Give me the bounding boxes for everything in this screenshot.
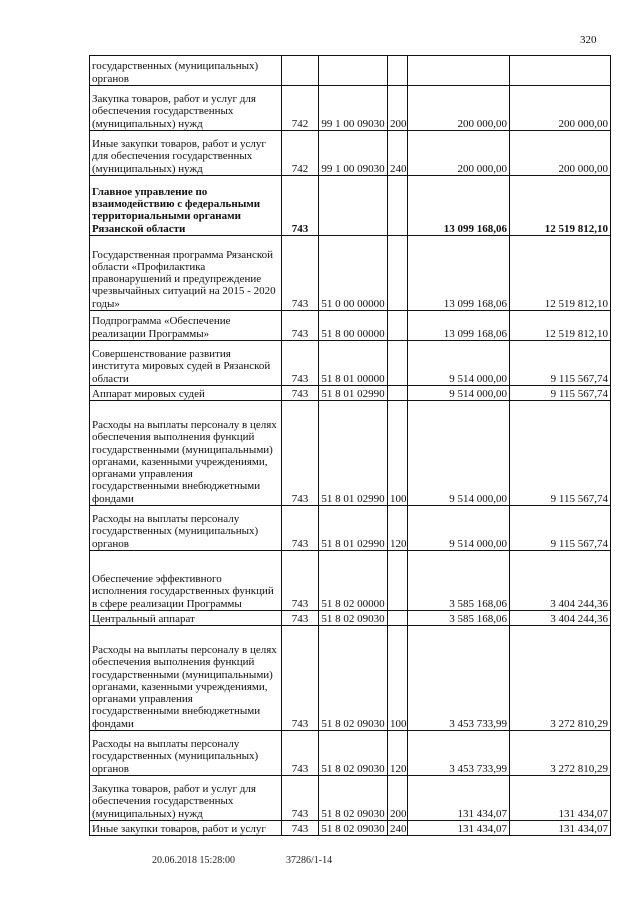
table-row xyxy=(90,731,611,776)
amount-2-cell: 200 000,00 xyxy=(510,86,611,131)
target-article-cell: 51 8 02 09030 xyxy=(319,611,388,626)
amount-1-cell: 131 434,07 xyxy=(408,821,510,836)
target-article-cell: 51 8 01 02990 xyxy=(319,401,388,506)
row-name-cell: Центральный аппарат xyxy=(90,611,282,626)
row-name-cell: государственных (муниципальных) органов xyxy=(90,56,282,86)
expense-type-cell xyxy=(388,386,408,401)
amount-1-cell: 200 000,00 xyxy=(408,131,510,176)
amount-2-cell: 131 434,07 xyxy=(510,776,611,821)
expense-type-cell: 120 xyxy=(388,506,408,551)
ved-code-cell: 743 xyxy=(282,821,319,836)
amount-1-cell: 9 514 000,00 xyxy=(408,506,510,551)
amount-2-cell: 3 272 810,29 xyxy=(510,626,611,731)
row-name-cell: Расходы на выплаты персоналу государственных (муниципальных) органов xyxy=(90,731,282,776)
expense-type-cell xyxy=(388,236,408,311)
table-row xyxy=(90,401,611,506)
amount-1-cell: 200 000,00 xyxy=(408,86,510,131)
table-row xyxy=(90,506,611,551)
table-row xyxy=(90,611,611,626)
row-name-cell: Закупка товаров, работ и услуг для обеспечения государственных (муниципальных) нужд xyxy=(90,86,282,131)
amount-1-cell: 3 453 733,99 xyxy=(408,626,510,731)
amount-2-cell: 9 115 567,74 xyxy=(510,341,611,386)
ved-code-cell: 743 xyxy=(282,776,319,821)
ved-code-cell: 743 xyxy=(282,506,319,551)
ved-code-cell: 743 xyxy=(282,551,319,611)
target-article-cell: 51 8 01 02990 xyxy=(319,506,388,551)
row-name-cell: Расходы на выплаты персоналу в целях обеспечения выполнения функций государственными (муниципальными) органами, казенными учреждениями, органами управления государственными внебюджетными фондами xyxy=(90,626,282,731)
ved-code-cell: 743 xyxy=(282,626,319,731)
row-name-cell: Главное управление по взаимодействию с федеральными территориальными органами Рязанской области xyxy=(90,176,282,236)
expense-type-cell xyxy=(388,311,408,341)
table-row xyxy=(90,821,611,836)
amount-2-cell: 9 115 567,74 xyxy=(510,386,611,401)
target-article-cell: 51 8 01 00000 xyxy=(319,341,388,386)
table-row xyxy=(90,776,611,821)
amount-2-cell: 12 519 812,10 xyxy=(510,236,611,311)
row-name-cell: Иные закупки товаров, работ и услуг xyxy=(90,821,282,836)
amount-2-cell: 3 272 810,29 xyxy=(510,731,611,776)
table-body xyxy=(90,56,611,836)
amount-1-cell: 3 453 733,99 xyxy=(408,731,510,776)
amount-1-cell: 3 585 168,06 xyxy=(408,551,510,611)
expense-type-cell: 240 xyxy=(388,821,408,836)
ved-code-cell: 743 xyxy=(282,176,319,236)
amount-1-cell: 9 514 000,00 xyxy=(408,386,510,401)
target-article-cell: 51 8 02 00000 xyxy=(319,551,388,611)
ved-code-cell: 743 xyxy=(282,311,319,341)
expense-type-cell: 200 xyxy=(388,86,408,131)
expense-type-cell xyxy=(388,551,408,611)
ved-code-cell: 743 xyxy=(282,236,319,311)
expense-type-cell xyxy=(388,341,408,386)
ved-code-cell: 743 xyxy=(282,611,319,626)
budget-table xyxy=(89,55,611,836)
amount-1-cell: 9 514 000,00 xyxy=(408,341,510,386)
ved-code-cell: 743 xyxy=(282,386,319,401)
expense-type-cell: 100 xyxy=(388,626,408,731)
table-row xyxy=(90,341,611,386)
row-name-cell: Закупка товаров, работ и услуг для обеспечения государственных (муниципальных) нужд xyxy=(90,776,282,821)
amount-2-cell: 9 115 567,74 xyxy=(510,506,611,551)
amount-2-cell: 12 519 812,10 xyxy=(510,176,611,236)
footer-doc-number: 37286/1-14 xyxy=(286,855,333,866)
expense-type-cell: 100 xyxy=(388,401,408,506)
amount-2-cell: 3 404 244,36 xyxy=(510,611,611,626)
row-name-cell: Аппарат мировых судей xyxy=(90,386,282,401)
row-name-cell: Подпрограмма «Обеспечение реализации Программы» xyxy=(90,311,282,341)
amount-2-cell: 3 404 244,36 xyxy=(510,551,611,611)
table-row xyxy=(90,386,611,401)
ved-code-cell: 742 xyxy=(282,131,319,176)
target-article-cell: 51 8 02 09030 xyxy=(319,626,388,731)
table-row xyxy=(90,626,611,731)
footer-date: 20.06.2018 15:28:00 xyxy=(152,855,236,866)
expense-type-cell xyxy=(388,176,408,236)
row-name-cell: Государственная программа Рязанской области «Профилактика правонарушений и предупреждение чрезвычайных ситуаций на 2015 - 2020 годы» xyxy=(90,236,282,311)
expense-type-cell xyxy=(388,56,408,86)
table-row xyxy=(90,236,611,311)
ved-code-cell: 743 xyxy=(282,341,319,386)
expense-type-cell: 120 xyxy=(388,731,408,776)
amount-2-cell: 9 115 567,74 xyxy=(510,401,611,506)
amount-1-cell: 13 099 168,06 xyxy=(408,311,510,341)
table-row xyxy=(90,551,611,611)
ved-code-cell: 743 xyxy=(282,401,319,506)
table-row xyxy=(90,176,611,236)
amount-1-cell: 13 099 168,06 xyxy=(408,176,510,236)
target-article-cell: 51 8 01 02990 xyxy=(319,386,388,401)
row-name-cell: Обеспечение эффективного исполнения государственных функций в сфере реализации Программы xyxy=(90,551,282,611)
ved-code-cell: 743 xyxy=(282,731,319,776)
target-article-cell: 99 1 00 09030 xyxy=(319,131,388,176)
table-row xyxy=(90,311,611,341)
expense-type-cell xyxy=(388,611,408,626)
target-article-cell: 51 8 02 09030 xyxy=(319,776,388,821)
table-row xyxy=(90,86,611,131)
amount-1-cell: 131 434,07 xyxy=(408,776,510,821)
target-article-cell: 51 0 00 00000 xyxy=(319,236,388,311)
amount-1-cell: 9 514 000,00 xyxy=(408,401,510,506)
page-number: 320 xyxy=(580,34,597,46)
row-name-cell: Совершенствование развития института мировых судей в Рязанской области xyxy=(90,341,282,386)
target-article-cell: 51 8 00 00000 xyxy=(319,311,388,341)
expense-type-cell: 240 xyxy=(388,131,408,176)
target-article-cell: 51 8 02 09030 xyxy=(319,731,388,776)
target-article-cell xyxy=(319,56,388,86)
amount-1-cell xyxy=(408,56,510,86)
ved-code-cell: 742 xyxy=(282,86,319,131)
target-article-cell: 99 1 00 09030 xyxy=(319,86,388,131)
expense-type-cell: 200 xyxy=(388,776,408,821)
row-name-cell: Иные закупки товаров, работ и услуг для обеспечения государственных (муниципальных) нужд xyxy=(90,131,282,176)
amount-1-cell: 3 585 168,06 xyxy=(408,611,510,626)
amount-2-cell: 131 434,07 xyxy=(510,821,611,836)
target-article-cell xyxy=(319,176,388,236)
ved-code-cell xyxy=(282,56,319,86)
table-row xyxy=(90,131,611,176)
table-row xyxy=(90,56,611,86)
row-name-cell: Расходы на выплаты персоналу в целях обеспечения выполнения функций государственными (муниципальными) органами, казенными учреждениями, органами управления государственными внебюджетными фондами xyxy=(90,401,282,506)
amount-1-cell: 13 099 168,06 xyxy=(408,236,510,311)
target-article-cell: 51 8 02 09030 xyxy=(319,821,388,836)
row-name-cell: Расходы на выплаты персоналу государственных (муниципальных) органов xyxy=(90,506,282,551)
amount-2-cell: 200 000,00 xyxy=(510,131,611,176)
amount-2-cell xyxy=(510,56,611,86)
amount-2-cell: 12 519 812,10 xyxy=(510,311,611,341)
